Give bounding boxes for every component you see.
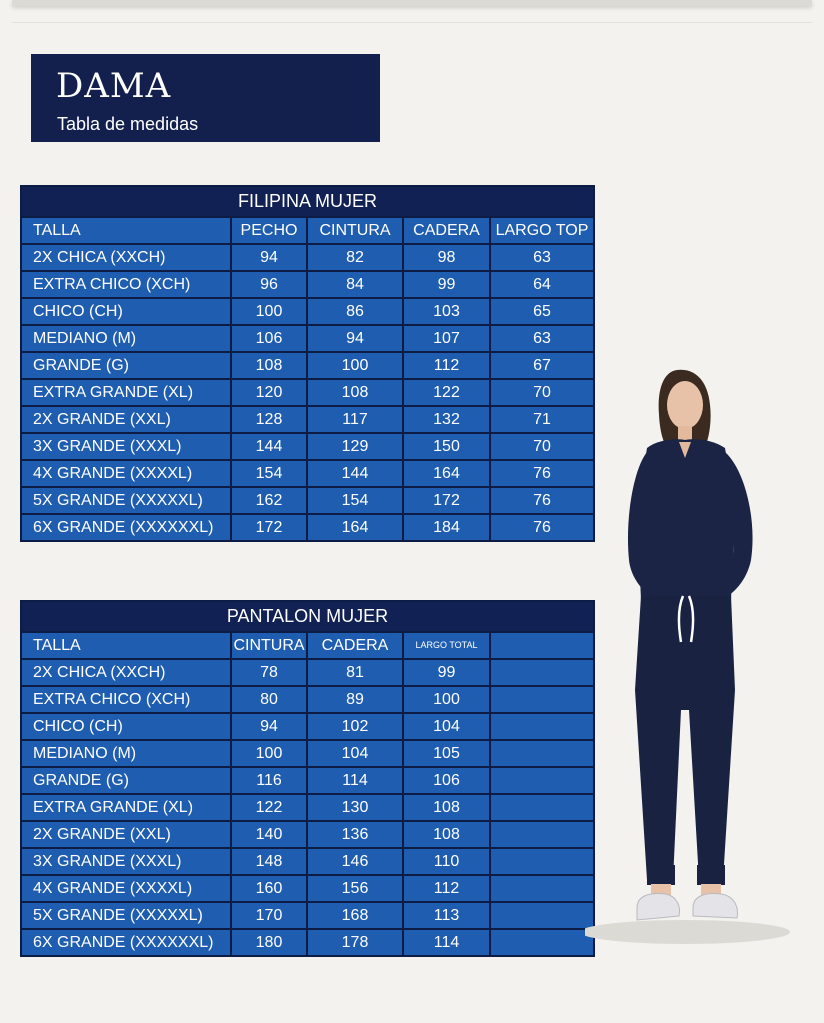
measurement-cell: 146 — [307, 848, 403, 875]
measurement-cell — [490, 902, 594, 929]
measurement-cell: 172 — [403, 487, 490, 514]
measurement-cell: 154 — [231, 460, 307, 487]
measurement-cell: 67 — [490, 352, 594, 379]
column-header: CINTURA — [307, 217, 403, 244]
measurement-cell: 86 — [307, 298, 403, 325]
measurement-cell: 96 — [231, 271, 307, 298]
measurement-cell: 94 — [231, 244, 307, 271]
measurement-cell: 80 — [231, 686, 307, 713]
measurement-cell: 76 — [490, 514, 594, 541]
header-banner — [31, 54, 380, 142]
table-title: FILIPINA MUJER — [21, 186, 594, 217]
table-row — [21, 740, 594, 767]
measurement-cell: 160 — [231, 875, 307, 902]
size-label: EXTRA GRANDE (XL) — [21, 379, 231, 406]
table-row — [21, 929, 594, 956]
measurement-cell: 106 — [403, 767, 490, 794]
measurement-cell: 94 — [231, 713, 307, 740]
measurement-cell: 130 — [307, 794, 403, 821]
measurement-cell: 78 — [231, 659, 307, 686]
column-header: CADERA — [403, 217, 490, 244]
table-header-row — [21, 632, 594, 659]
measurement-cell: 76 — [490, 487, 594, 514]
size-label: GRANDE (G) — [21, 352, 231, 379]
measurement-cell: 113 — [403, 902, 490, 929]
size-label: MEDIANO (M) — [21, 325, 231, 352]
measurement-cell — [490, 740, 594, 767]
size-label: 4X GRANDE (XXXXL) — [21, 460, 231, 487]
floor-shadow — [585, 920, 790, 944]
measurement-cell: 84 — [307, 271, 403, 298]
table-row — [21, 848, 594, 875]
table-row — [21, 271, 594, 298]
size-label: 4X GRANDE (XXXXL) — [21, 875, 231, 902]
table-row — [21, 325, 594, 352]
measurement-cell: 104 — [403, 713, 490, 740]
page-subtitle: Tabla de medidas — [57, 114, 199, 134]
measurement-cell: 108 — [403, 794, 490, 821]
measurement-cell — [490, 767, 594, 794]
measurement-cell — [490, 875, 594, 902]
table-row — [21, 659, 594, 686]
measurement-cell: 107 — [403, 325, 490, 352]
table-row — [21, 514, 594, 541]
measurement-cell: 162 — [231, 487, 307, 514]
measurement-cell: 132 — [403, 406, 490, 433]
size-label: GRANDE (G) — [21, 767, 231, 794]
table-row — [21, 379, 594, 406]
page-title: DAMA — [56, 66, 172, 106]
measurement-cell: 170 — [231, 902, 307, 929]
size-label: EXTRA CHICO (XCH) — [21, 271, 231, 298]
scrub-pants — [635, 596, 735, 880]
measurement-cell: 81 — [307, 659, 403, 686]
size-label: 5X GRANDE (XXXXXL) — [21, 487, 231, 514]
measurement-cell: 114 — [403, 929, 490, 956]
measurement-cell: 108 — [231, 352, 307, 379]
measurement-cell: 148 — [231, 848, 307, 875]
right-sneaker — [693, 894, 737, 918]
table-row — [21, 875, 594, 902]
right-cuff — [697, 865, 725, 885]
measurement-cell: 100 — [403, 686, 490, 713]
measurement-cell: 156 — [307, 875, 403, 902]
measurement-cell: 164 — [403, 460, 490, 487]
size-label: 2X CHICA (XXCH) — [21, 244, 231, 271]
measurement-cell: 94 — [307, 325, 403, 352]
measurement-cell: 110 — [403, 848, 490, 875]
column-header: TALLA — [21, 632, 231, 659]
table-title: PANTALON MUJER — [21, 601, 594, 632]
size-label: CHICO (CH) — [21, 298, 231, 325]
measurement-cell: 106 — [231, 325, 307, 352]
table-row — [21, 794, 594, 821]
column-header — [490, 632, 594, 659]
measurement-cell: 63 — [490, 325, 594, 352]
column-header: CADERA — [307, 632, 403, 659]
left-cuff — [647, 865, 675, 885]
measurement-cell: 99 — [403, 271, 490, 298]
measurement-cell — [490, 794, 594, 821]
measurement-cell — [490, 659, 594, 686]
size-label: 6X GRANDE (XXXXXXL) — [21, 514, 231, 541]
measurement-cell: 154 — [307, 487, 403, 514]
column-header: LARGO TOP — [490, 217, 594, 244]
measurement-cell: 89 — [307, 686, 403, 713]
table-row — [21, 460, 594, 487]
measurement-cell — [490, 686, 594, 713]
model-photo — [585, 360, 805, 960]
measurement-cell: 168 — [307, 902, 403, 929]
measurement-cell: 164 — [307, 514, 403, 541]
measurement-cell: 172 — [231, 514, 307, 541]
measurement-cell: 136 — [307, 821, 403, 848]
measurement-cell: 144 — [231, 433, 307, 460]
measurement-cell: 105 — [403, 740, 490, 767]
size-label: 3X GRANDE (XXXL) — [21, 433, 231, 460]
measurement-cell: 98 — [403, 244, 490, 271]
measurement-cell: 100 — [231, 740, 307, 767]
table-row — [21, 487, 594, 514]
measurement-cell: 82 — [307, 244, 403, 271]
pantalon-size-table — [20, 600, 595, 957]
measurement-cell: 150 — [403, 433, 490, 460]
column-header: TALLA — [21, 217, 231, 244]
size-label: 2X GRANDE (XXL) — [21, 406, 231, 433]
table-header-row — [21, 217, 594, 244]
measurement-cell: 64 — [490, 271, 594, 298]
size-label: EXTRA GRANDE (XL) — [21, 794, 231, 821]
top-scroll-bar — [12, 0, 812, 6]
measurement-cell: 184 — [403, 514, 490, 541]
measurement-cell: 178 — [307, 929, 403, 956]
measurement-cell: 70 — [490, 433, 594, 460]
measurement-cell: 116 — [231, 767, 307, 794]
measurement-cell: 100 — [307, 352, 403, 379]
measurement-cell: 112 — [403, 875, 490, 902]
table-row — [21, 433, 594, 460]
measurement-cell: 100 — [231, 298, 307, 325]
measurement-cell: 108 — [307, 379, 403, 406]
size-label: 2X CHICA (XXCH) — [21, 659, 231, 686]
size-label: 2X GRANDE (XXL) — [21, 821, 231, 848]
table-row — [21, 298, 594, 325]
divider — [12, 22, 812, 23]
size-label: MEDIANO (M) — [21, 740, 231, 767]
measurement-cell: 128 — [231, 406, 307, 433]
size-label: 6X GRANDE (XXXXXXL) — [21, 929, 231, 956]
measurement-cell: 104 — [307, 740, 403, 767]
measurement-cell: 112 — [403, 352, 490, 379]
measurement-cell: 120 — [231, 379, 307, 406]
table-row — [21, 767, 594, 794]
measurement-cell: 103 — [403, 298, 490, 325]
measurement-cell: 63 — [490, 244, 594, 271]
table-row — [21, 244, 594, 271]
measurement-cell: 76 — [490, 460, 594, 487]
measurement-cell: 71 — [490, 406, 594, 433]
measurement-cell — [490, 821, 594, 848]
table-row — [21, 902, 594, 929]
face — [667, 381, 703, 429]
measurement-cell: 129 — [307, 433, 403, 460]
left-sneaker — [637, 894, 679, 920]
measurement-cell: 108 — [403, 821, 490, 848]
measurement-cell: 114 — [307, 767, 403, 794]
measurement-cell: 102 — [307, 713, 403, 740]
column-header: LARGO TOTAL — [403, 632, 490, 659]
measurement-cell: 65 — [490, 298, 594, 325]
measurement-cell — [490, 848, 594, 875]
measurement-cell: 140 — [231, 821, 307, 848]
measurement-cell — [490, 713, 594, 740]
column-header: CINTURA — [231, 632, 307, 659]
measurement-cell: 122 — [231, 794, 307, 821]
table-row — [21, 821, 594, 848]
size-label: EXTRA CHICO (XCH) — [21, 686, 231, 713]
measurement-cell: 117 — [307, 406, 403, 433]
table-row — [21, 352, 594, 379]
measurement-cell: 122 — [403, 379, 490, 406]
table-row — [21, 713, 594, 740]
measurement-cell: 99 — [403, 659, 490, 686]
filipina-size-table — [20, 185, 595, 542]
measurement-cell: 70 — [490, 379, 594, 406]
size-label: CHICO (CH) — [21, 713, 231, 740]
size-label: 3X GRANDE (XXXL) — [21, 848, 231, 875]
table-row — [21, 686, 594, 713]
measurement-cell — [490, 929, 594, 956]
measurement-cell: 180 — [231, 929, 307, 956]
size-label: 5X GRANDE (XXXXXL) — [21, 902, 231, 929]
column-header: PECHO — [231, 217, 307, 244]
table-row — [21, 406, 594, 433]
measurement-cell: 144 — [307, 460, 403, 487]
